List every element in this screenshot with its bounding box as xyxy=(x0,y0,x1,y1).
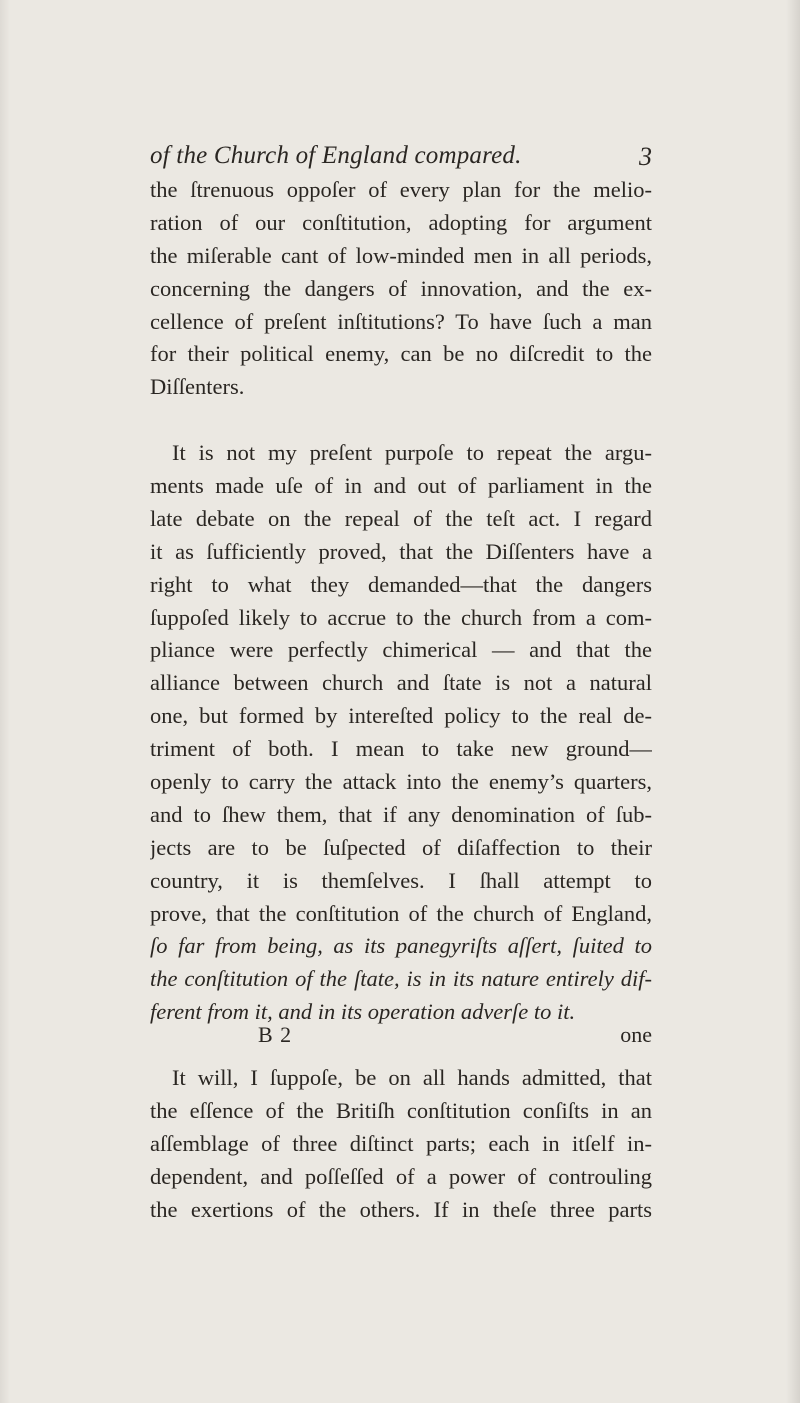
catchword: one xyxy=(620,1022,652,1047)
text-line: jects are to be ſuſpected of diſaffection to their xyxy=(150,834,652,860)
text-line: alliance between church and ſtate is not a natural xyxy=(150,670,652,696)
paragraph-3 xyxy=(150,1062,652,1226)
page-edge-shadow-left xyxy=(0,0,10,1403)
text-line: ration of our conſtitution, adopting for argument xyxy=(150,209,652,235)
page-edge-shadow-right xyxy=(786,0,800,1403)
text-line: the conſtitution of the ſtate, is in its nature entirely dif- xyxy=(150,966,652,992)
text-line: prove, that the conſtitution of the church of England, xyxy=(150,900,652,926)
text-line: the eſſence of the Britiſh conſtitution conſiſts in an xyxy=(150,1097,652,1123)
text-line: openly to carry the attack into the enemy’s quarters, xyxy=(150,769,652,795)
text-line: ferent from it, and in its operation adverſe to it. xyxy=(150,999,576,1025)
running-head-title: of the Church of England compared. xyxy=(150,142,522,169)
text-line: ſo far from being, as its panegyriſts aſſert, ſuited to xyxy=(150,933,652,959)
text-line: cellence of preſent inſtitutions? To have ſuch a man xyxy=(150,308,652,334)
text-line: Diſſenters. xyxy=(150,374,245,400)
text-line: the ſtrenuous oppoſer of every plan for the melio- xyxy=(150,177,652,202)
text-line: ſuppoſed likely to accrue to the church from a com- xyxy=(150,604,652,630)
running-head xyxy=(150,142,652,178)
paragraph-2 xyxy=(150,437,652,1029)
paragraph-gap xyxy=(150,404,652,437)
text-line: It is not my preſent purpoſe to repeat the argu- xyxy=(172,440,652,466)
text-line: one, but formed by intereſted policy to the real de- xyxy=(150,703,652,729)
text-line: dependent, and poſſeſſed of a power of controuling xyxy=(150,1163,652,1189)
text-line: ments made uſe of in and out of parliament in the xyxy=(150,473,652,499)
text-line: late debate on the repeal of the teſt act. I regard xyxy=(150,505,652,531)
text-line: right to what they demanded—that the dangers xyxy=(150,571,652,597)
signature-mark: B 2 xyxy=(258,1022,293,1047)
text-line: the miſerable cant of low-minded men in all periods, xyxy=(150,242,652,268)
text-line: it as ſufficiently proved, that the Diſſenters have a xyxy=(150,538,652,564)
text-line: aſſemblage of three diſtinct parts; each in itſelf in- xyxy=(150,1130,652,1156)
text-line: pliance were perfectly chimerical — and that the xyxy=(150,637,652,663)
text-line: country, it is themſelves. I ſhall attempt to xyxy=(150,867,652,893)
body-text xyxy=(150,174,652,1227)
text-line: It will, I ſuppoſe, be on all hands admitted, that xyxy=(172,1065,652,1091)
text-line: the exertions of the others. If in theſe three parts xyxy=(150,1196,652,1222)
text-line: concerning the dangers of innovation, and the ex- xyxy=(150,275,652,301)
page-number: 3 xyxy=(639,142,652,171)
text-line: triment of both. I mean to take new ground— xyxy=(150,736,652,762)
paragraph-1 xyxy=(150,174,652,404)
text-line: for their political enemy, can be no diſcredit to the xyxy=(150,341,652,367)
paragraph-gap xyxy=(150,1029,652,1062)
text-line: and to ſhew them, that if any denomination of ſub- xyxy=(150,801,652,827)
